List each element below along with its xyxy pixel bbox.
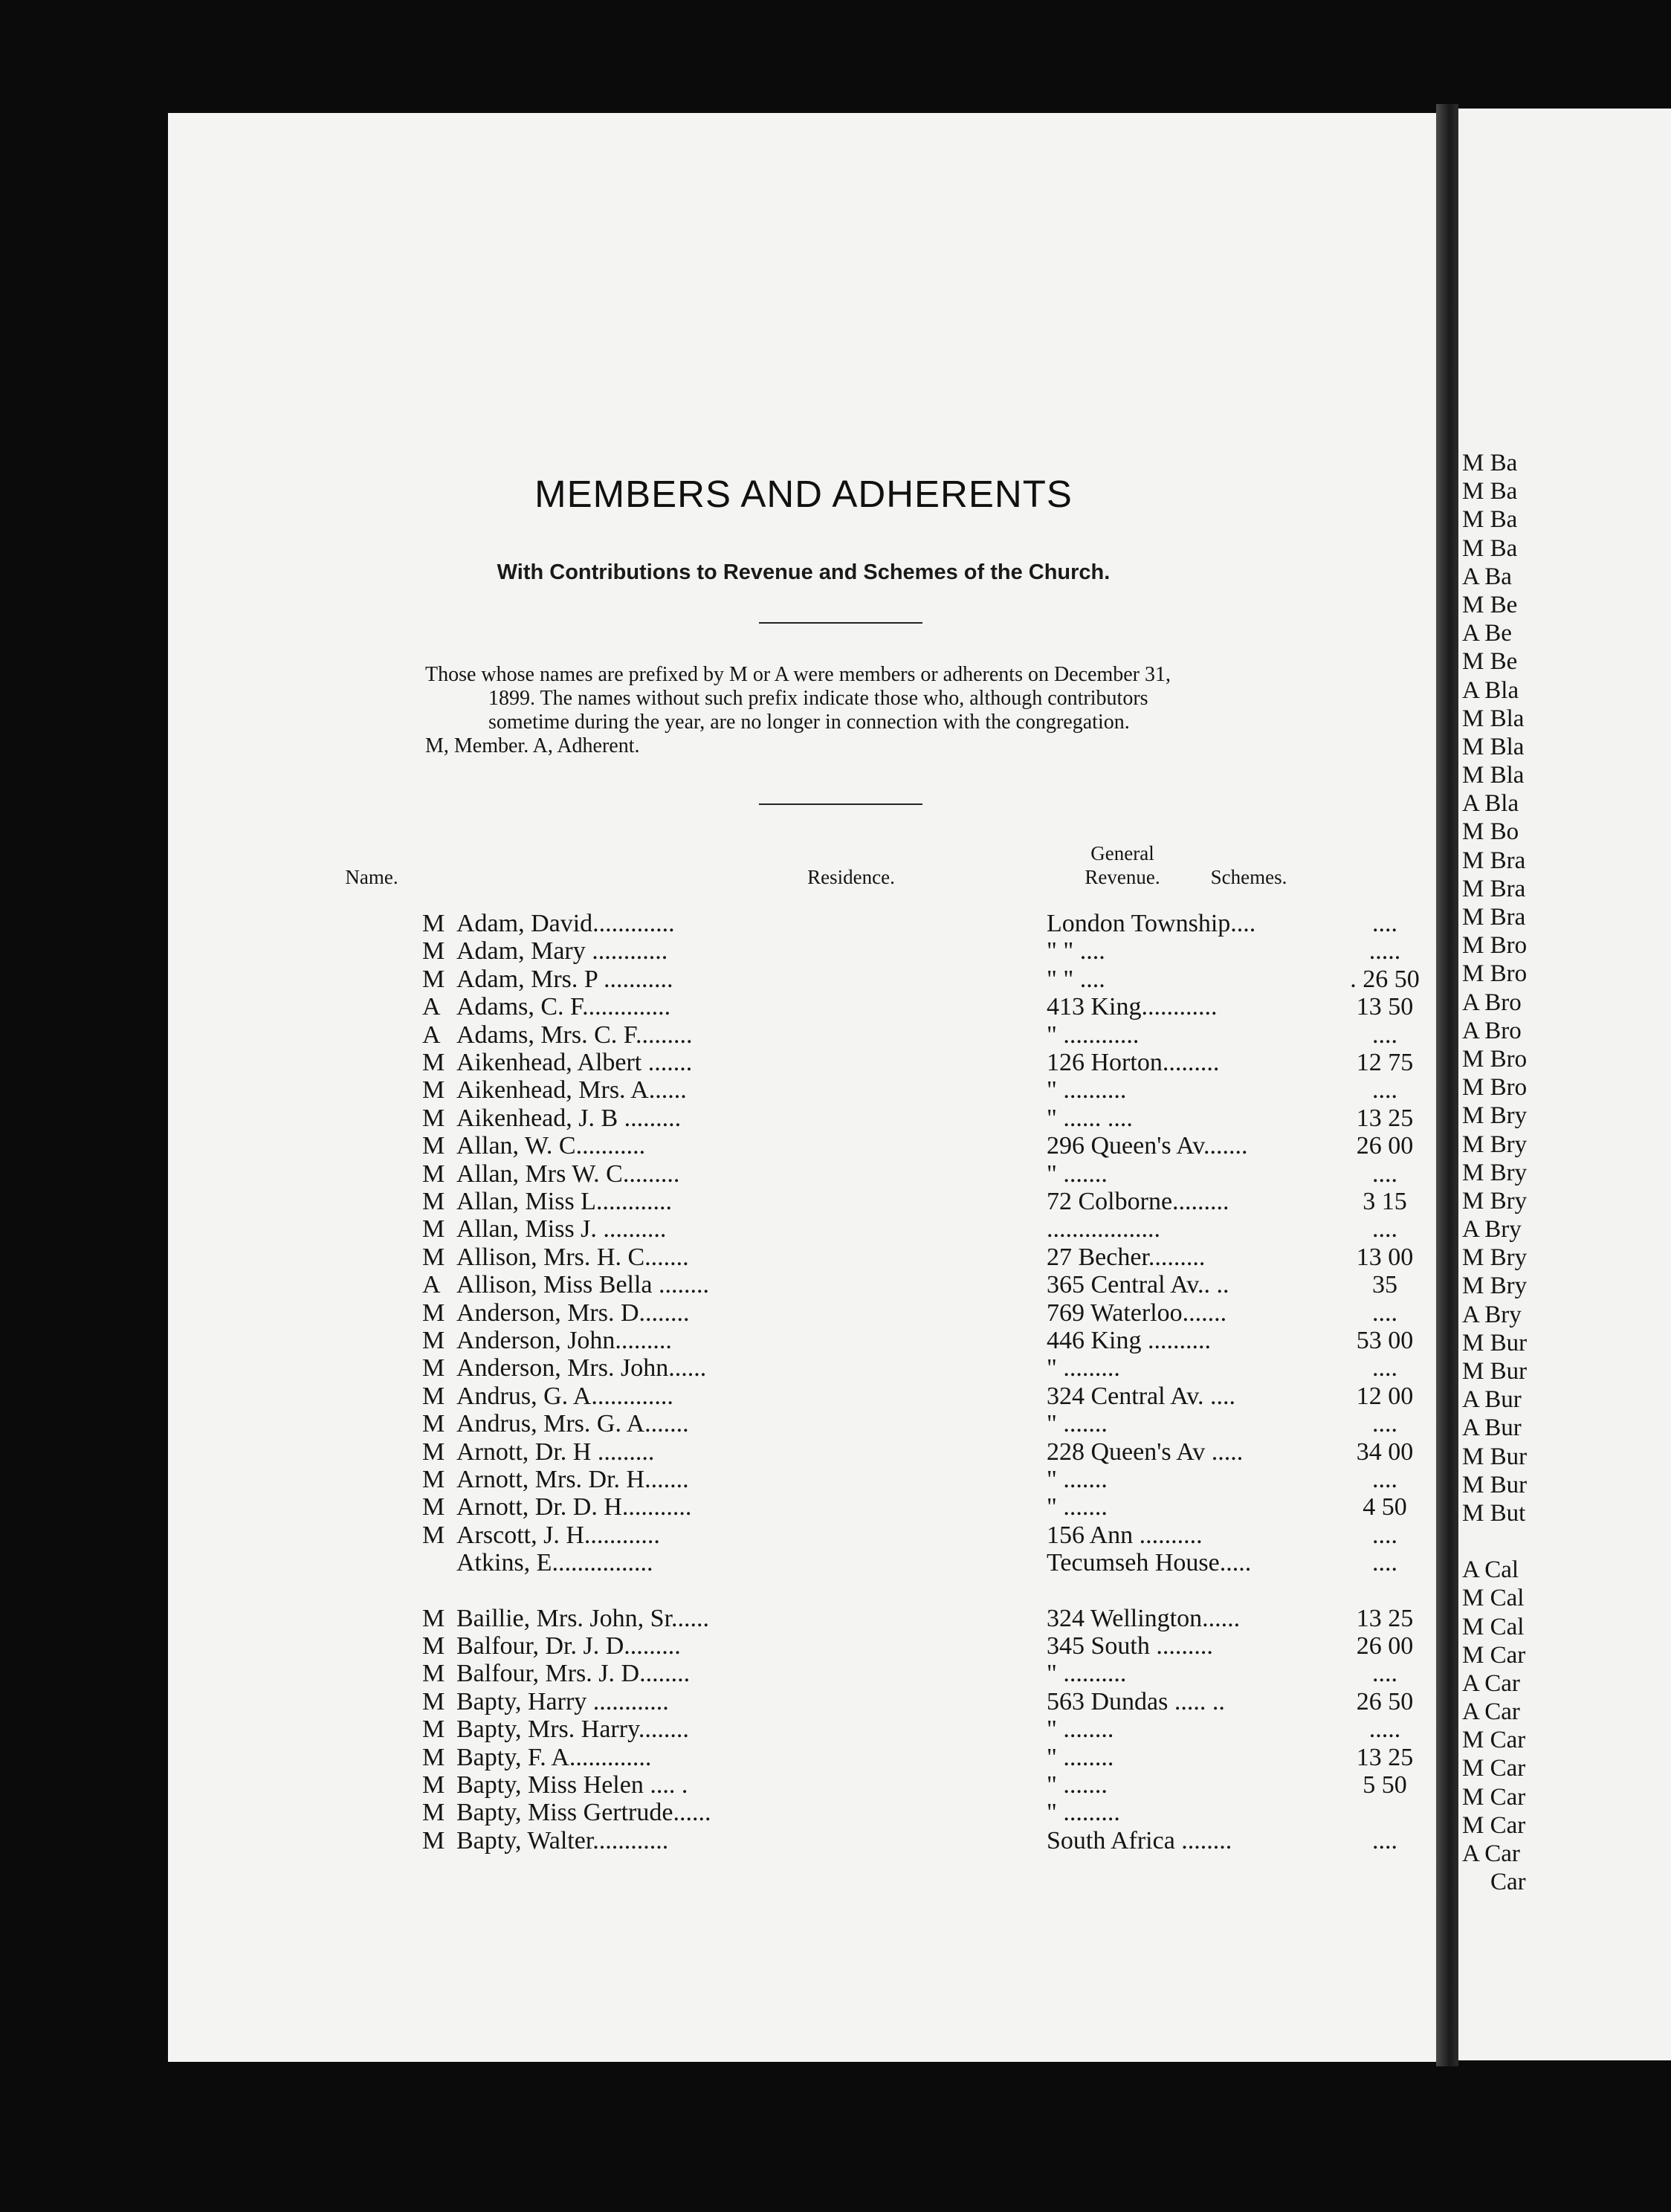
intro-line: Those whose names are prefixed by M or A were members or adherents on December 31,	[425, 663, 1171, 686]
member-status: M	[422, 1243, 445, 1271]
member-name: Arnott, Mrs. Dr. H.......	[456, 1466, 689, 1493]
general-revenue: ....	[1372, 910, 1397, 937]
general-revenue: ....	[1372, 1299, 1397, 1327]
intro-line: M, Member. A, Adherent.	[425, 734, 640, 757]
member-status: M	[422, 1132, 445, 1160]
member-status: M	[422, 1604, 445, 1632]
member-status: M	[422, 937, 445, 966]
right-page-entry: A Bro	[1462, 989, 1522, 1016]
table-row	[422, 1160, 1537, 1188]
general-revenue: 35	[1372, 1271, 1397, 1299]
member-residence: London Township....	[1047, 910, 1256, 937]
member-name: Aikenhead, Mrs. A......	[456, 1076, 687, 1105]
right-page-entry: M Bur	[1462, 1358, 1528, 1385]
page-subtitle: With Contributions to Revenue and Schemes of the Church.	[497, 560, 1111, 584]
right-page-entry: A Cal	[1462, 1556, 1519, 1584]
member-name: Balfour, Mrs. J. D........	[456, 1660, 691, 1688]
member-name: Bapty, Mrs. Harry........	[456, 1715, 689, 1744]
table-row	[422, 1771, 1537, 1799]
right-page-entry: M Bur	[1462, 1471, 1528, 1498]
member-residence: " .......	[1047, 1410, 1108, 1438]
right-page-entry: M Bro	[1462, 1045, 1528, 1073]
member-status: M	[422, 1354, 445, 1382]
table-row	[422, 1271, 1537, 1299]
header-schemes: Schemes.	[1210, 866, 1287, 888]
table-row	[422, 1660, 1537, 1687]
member-name: Adams, C. F..............	[456, 993, 671, 1021]
member-residence: 126 Horton.........	[1047, 1049, 1220, 1076]
member-name: Allan, Miss J. ..........	[456, 1215, 667, 1244]
right-page-entry: M Bra	[1462, 875, 1526, 902]
table-row	[422, 1521, 1537, 1549]
right-page-entry: M Bry	[1462, 1131, 1528, 1158]
general-revenue: 13 00	[1356, 1243, 1414, 1271]
member-residence: 769 Waterloo.......	[1047, 1299, 1227, 1327]
member-status: M	[422, 1799, 445, 1827]
general-revenue: 5 50	[1363, 1771, 1407, 1799]
general-revenue: ....	[1372, 1076, 1397, 1105]
general-revenue: 13 25	[1356, 1104, 1414, 1132]
right-page-entry: M Bra	[1462, 904, 1526, 931]
right-page-entry: M Car	[1462, 1755, 1526, 1782]
member-status: A	[422, 993, 441, 1021]
table-row	[422, 1382, 1537, 1410]
member-residence: 156 Ann ..........	[1047, 1521, 1203, 1549]
right-page-entry: M Bro	[1462, 932, 1528, 960]
right-page-entry: M Be	[1462, 591, 1518, 618]
member-residence: " .......	[1047, 1466, 1108, 1493]
table-row	[422, 1493, 1537, 1521]
member-residence: 324 Wellington......	[1047, 1604, 1241, 1632]
general-revenue: ....	[1372, 1215, 1397, 1244]
right-page-entry: A Bla	[1462, 790, 1519, 818]
right-page-entry: M Ba	[1462, 478, 1518, 505]
right-page-entry: M Bry	[1462, 1272, 1528, 1300]
header-residence: Residence.	[807, 866, 895, 888]
general-revenue: ....	[1372, 1660, 1397, 1688]
general-revenue: .....	[1368, 1715, 1401, 1744]
member-residence: 296 Queen's Av.......	[1047, 1132, 1248, 1160]
right-page-entry: A Car	[1462, 1698, 1520, 1726]
table-row	[422, 1466, 1537, 1493]
general-revenue: 26 50	[1356, 1687, 1414, 1715]
table-row	[422, 1299, 1537, 1327]
general-revenue: .....	[1368, 937, 1401, 966]
general-revenue: 34 00	[1356, 1438, 1414, 1466]
right-page-entry: M Ba	[1462, 450, 1518, 476]
member-residence: 345 South .........	[1047, 1632, 1213, 1660]
right-page-entry: A Car	[1462, 1840, 1520, 1867]
right-page-entry: M Car	[1462, 1641, 1526, 1669]
right-page-entry: A Bur	[1462, 1414, 1522, 1442]
member-status: M	[422, 1715, 445, 1744]
member-name: Atkins, E................	[456, 1549, 653, 1577]
member-name: Bapty, Miss Gertrude......	[456, 1799, 711, 1827]
table-row	[422, 910, 1537, 937]
right-page-entry: M Bry	[1462, 1187, 1528, 1215]
general-revenue: 4 50	[1363, 1493, 1407, 1521]
member-residence: 446 King ..........	[1047, 1327, 1211, 1354]
member-residence: 413 King............	[1047, 993, 1218, 1021]
general-revenue: ....	[1372, 1160, 1397, 1188]
member-residence: ..................	[1047, 1215, 1160, 1244]
table-row	[422, 1632, 1537, 1660]
general-revenue: 26 00	[1356, 1132, 1414, 1160]
right-page-entry: M Cal	[1462, 1585, 1525, 1612]
right-page-entry: M Bur	[1462, 1443, 1528, 1470]
member-name: Adams, Mrs. C. F.........	[456, 1021, 693, 1049]
member-status: M	[422, 965, 445, 993]
member-name: Andrus, G. A.............	[456, 1382, 673, 1410]
member-residence: " " ....	[1047, 937, 1105, 966]
member-name: Arscott, J. H............	[456, 1521, 660, 1549]
right-page-entry: M Bur	[1462, 1329, 1528, 1356]
header-revenue: Revenue.	[1085, 866, 1160, 888]
general-revenue: 26 00	[1356, 1632, 1414, 1660]
member-residence: 228 Queen's Av .....	[1047, 1438, 1244, 1466]
divider-rule	[759, 803, 922, 805]
member-status: M	[422, 1632, 445, 1660]
member-name: Allison, Miss Bella ........	[456, 1271, 710, 1299]
right-page-entry: A Bla	[1462, 676, 1519, 704]
right-page-entry: M Cal	[1462, 1613, 1525, 1640]
table-row	[422, 1021, 1537, 1049]
right-page-entry: A Bry	[1462, 1216, 1522, 1244]
member-status: M	[422, 1771, 445, 1799]
member-residence: " .......	[1047, 1160, 1108, 1188]
table-row	[422, 993, 1537, 1021]
right-page-entry: A Bur	[1462, 1386, 1522, 1414]
right-page-entry: M Bla	[1462, 762, 1525, 789]
table-row	[422, 1688, 1537, 1715]
right-page-entry: M Bry	[1462, 1159, 1528, 1186]
right-page-entry: M Ba	[1462, 506, 1518, 534]
member-name: Baillie, Mrs. John, Sr......	[456, 1604, 710, 1632]
right-page-entry: M Bra	[1462, 847, 1526, 874]
right-page-entry: M Car	[1462, 1783, 1526, 1811]
right-page-entry: M Bla	[1462, 705, 1525, 732]
member-name: Allan, Mrs W. C.........	[456, 1160, 680, 1188]
table-row	[422, 1215, 1537, 1243]
right-page-entry: A Bry	[1462, 1301, 1522, 1328]
general-revenue: ....	[1372, 1410, 1397, 1438]
member-status: M	[422, 1687, 445, 1715]
general-revenue: 3 15	[1363, 1188, 1407, 1215]
general-revenue: . 26 50	[1350, 965, 1420, 993]
member-residence: South Africa ........	[1047, 1826, 1232, 1854]
member-residence: 563 Dundas ..... ..	[1047, 1687, 1225, 1715]
right-page-entry: M But	[1462, 1499, 1526, 1527]
table-row	[422, 1827, 1537, 1854]
intro-paragraph	[425, 663, 1466, 758]
member-residence: " .........	[1047, 1799, 1120, 1827]
book-spine	[1436, 104, 1458, 2066]
table-row	[422, 1076, 1537, 1104]
table-row	[422, 1105, 1537, 1132]
table-row	[422, 1327, 1537, 1354]
general-revenue: ....	[1372, 1466, 1397, 1493]
member-name: Allan, Miss L............	[456, 1188, 672, 1215]
member-status: M	[422, 1743, 445, 1771]
general-revenue: ....	[1372, 1826, 1397, 1854]
member-status: M	[422, 1826, 445, 1854]
table-row	[422, 1410, 1537, 1438]
member-name: Allan, W. C...........	[456, 1132, 646, 1160]
general-revenue: 13 50	[1356, 993, 1414, 1021]
member-status: M	[422, 1104, 445, 1132]
right-page-entry: M Car	[1462, 1811, 1526, 1839]
member-residence: 324 Central Av. ....	[1047, 1382, 1236, 1410]
member-status: M	[422, 1076, 445, 1105]
member-residence: " ............	[1047, 1021, 1140, 1049]
right-page-entry: M Bro	[1462, 960, 1528, 988]
member-residence: " " ....	[1047, 965, 1105, 993]
table-row	[422, 1799, 1537, 1826]
member-name: Arnott, Dr. H .........	[456, 1438, 655, 1466]
table-row	[422, 966, 1537, 993]
member-name: Adam, David.............	[456, 910, 675, 937]
table-row	[422, 1438, 1537, 1466]
member-residence: " ..........	[1047, 1076, 1127, 1105]
member-status: M	[422, 1382, 445, 1410]
member-name: Bapty, Harry ............	[456, 1687, 669, 1715]
table-row	[422, 1188, 1537, 1215]
right-page-entry: M Bla	[1462, 733, 1525, 760]
intro-line: sometime during the year, are no longer in connection with the congregation.	[488, 711, 1130, 734]
member-status: M	[422, 1410, 445, 1438]
general-revenue: 13 25	[1356, 1743, 1414, 1771]
divider-rule	[759, 622, 922, 624]
member-name: Aikenhead, Albert .......	[456, 1049, 693, 1076]
right-page-entry: M Car	[1462, 1727, 1526, 1754]
member-status: M	[422, 1049, 445, 1076]
general-revenue: 53 00	[1356, 1327, 1414, 1354]
right-page-entry: M Be	[1462, 648, 1518, 676]
member-name: Bapty, Miss Helen .... .	[456, 1771, 688, 1799]
right-page-gap	[1462, 1527, 1527, 1556]
right-page-entry: M Ba	[1462, 534, 1518, 562]
member-residence: " .......	[1047, 1493, 1108, 1521]
member-status: M	[422, 1660, 445, 1688]
member-name: Arnott, Dr. D. H...........	[456, 1493, 692, 1521]
member-residence: " .........	[1047, 1354, 1120, 1382]
general-revenue: ....	[1372, 1549, 1397, 1577]
right-page-entry: A Ba	[1462, 563, 1512, 590]
member-name: Anderson, Mrs. John......	[456, 1354, 707, 1382]
member-residence: 365 Central Av.. ..	[1047, 1271, 1229, 1299]
table-row	[422, 1244, 1537, 1271]
table-row	[422, 1715, 1537, 1743]
intro-line: 1899. The names without such prefix indicate those who, although contributors	[488, 687, 1148, 710]
member-status: M	[422, 1466, 445, 1493]
table-row	[422, 1605, 1537, 1632]
right-page-entry: M Bro	[1462, 1074, 1528, 1102]
table-row	[422, 1132, 1537, 1160]
member-residence: " ........	[1047, 1743, 1114, 1771]
right-page-entry: Car	[1490, 1869, 1526, 1896]
member-residence: " ........	[1047, 1715, 1114, 1744]
general-revenue: 12 75	[1356, 1049, 1414, 1076]
member-status: M	[422, 1438, 445, 1466]
table-row	[422, 1049, 1537, 1076]
right-page-entry: A Car	[1462, 1669, 1520, 1697]
member-name: Balfour, Dr. J. D.........	[456, 1632, 681, 1660]
right-page-entry: A Be	[1462, 620, 1512, 647]
member-name: Andrus, Mrs. G. A.......	[456, 1410, 689, 1438]
right-page-entry: A Bro	[1462, 1017, 1522, 1044]
member-name: Aikenhead, J. B .........	[456, 1104, 682, 1132]
member-residence: " .......	[1047, 1771, 1108, 1799]
general-revenue: ....	[1372, 1354, 1397, 1382]
member-residence: Tecumseh House.....	[1047, 1549, 1252, 1577]
general-revenue: 13 25	[1356, 1604, 1414, 1632]
member-name: Adam, Mrs. P ...........	[456, 965, 673, 993]
right-page-entry: M Bo	[1462, 818, 1519, 846]
header-general: General	[1090, 842, 1154, 864]
member-name: Anderson, John.........	[456, 1327, 672, 1354]
member-status: A	[422, 1271, 441, 1299]
table-row	[422, 937, 1537, 965]
general-revenue: ....	[1372, 1021, 1397, 1049]
member-name: Allison, Mrs. H. C.......	[456, 1243, 689, 1271]
right-page	[1458, 109, 1671, 2060]
member-status: M	[422, 1215, 445, 1244]
member-residence: " ..........	[1047, 1660, 1127, 1688]
right-page-entry: M Bry	[1462, 1102, 1528, 1130]
member-name: Adam, Mary ............	[456, 937, 668, 966]
general-revenue: 12 00	[1356, 1382, 1414, 1410]
right-page-entry: M Bry	[1462, 1244, 1528, 1272]
member-status: M	[422, 1521, 445, 1549]
general-revenue: ....	[1372, 1521, 1397, 1549]
member-residence: " ...... ....	[1047, 1104, 1133, 1132]
right-page-list	[1462, 449, 1527, 1896]
member-status: M	[422, 1327, 445, 1354]
member-status: A	[422, 1021, 441, 1049]
member-residence: 27 Becher.........	[1047, 1243, 1206, 1271]
table-row	[422, 1354, 1537, 1382]
member-name: Anderson, Mrs. D........	[456, 1299, 690, 1327]
member-status: M	[422, 1188, 445, 1215]
left-page	[168, 113, 1439, 2062]
header-name: Name.	[345, 866, 398, 888]
member-name: Bapty, Walter............	[456, 1826, 669, 1854]
page-title: MEMBERS AND ADHERENTS	[534, 473, 1073, 515]
member-status: M	[422, 910, 445, 937]
member-status: M	[422, 1299, 445, 1327]
member-status: M	[422, 1160, 445, 1188]
member-name: Bapty, F. A.............	[456, 1743, 652, 1771]
table-row	[422, 1744, 1537, 1771]
table-row	[422, 1549, 1537, 1576]
member-status: M	[422, 1493, 445, 1521]
member-residence: 72 Colborne.........	[1047, 1188, 1229, 1215]
